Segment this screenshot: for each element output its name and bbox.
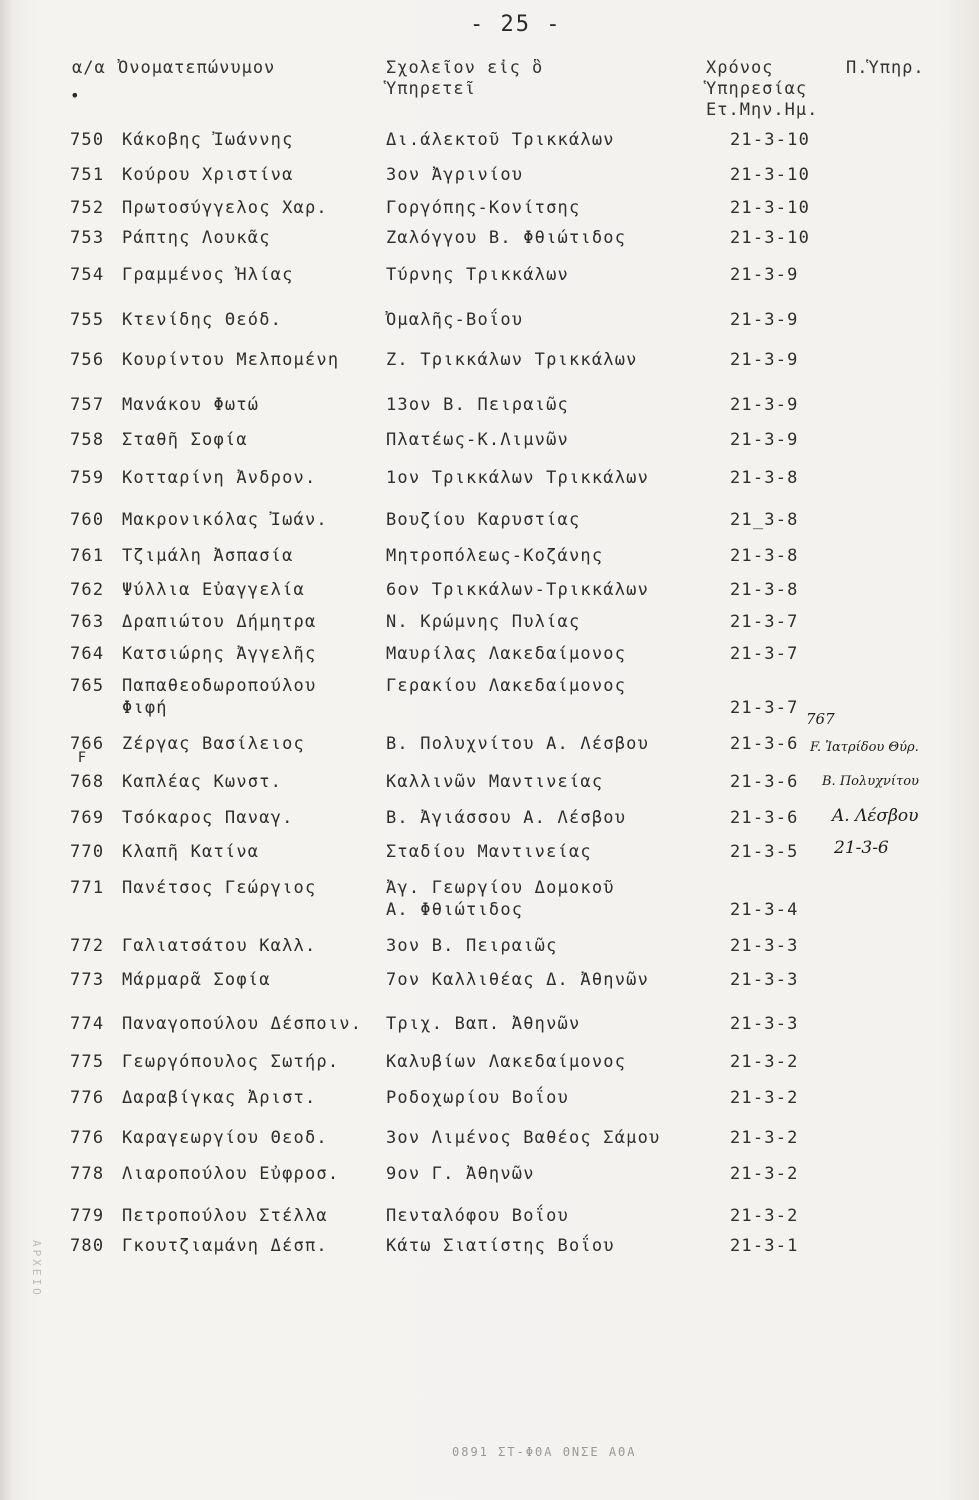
row-school: 1ον Τρικκάλων Τρικκάλων (386, 468, 650, 488)
row-service-time: 21-3-2 (730, 1164, 799, 1184)
row-number: 756 (70, 350, 105, 370)
row-number: 754 (70, 265, 105, 285)
row-service-time: 21-3-1 (730, 1236, 799, 1256)
row-school: Μαυρίλας Λακεδαίμονος (386, 644, 627, 664)
row-name: Καραγεωργίου Θεοδ. (122, 1128, 328, 1148)
row-number: 769 (70, 808, 105, 828)
row-number: 751 (70, 165, 105, 185)
row-name: Κλαπῆ Κατίνα (122, 842, 260, 862)
row-number: 758 (70, 430, 105, 450)
row-school: Βουζίου Καρυστίας (386, 510, 581, 530)
row-school: Δι.άλεκτοῦ Τρικκάλων (386, 130, 615, 150)
row-service-time: 21-3-10 (730, 165, 811, 185)
row-number: 776 (70, 1128, 105, 1148)
row-number: 753 (70, 228, 105, 248)
row-name: Σταθῆ Σοφία (122, 430, 248, 450)
row-name: Γεωργόπουλος Σωτήρ. (122, 1052, 340, 1072)
row-school: 7ον Καλλιθέας Δ. Ἀθηνῶν (386, 970, 650, 990)
row-school: Μητροπόλεως-Κοζάνης (386, 546, 604, 566)
row-name: Ψύλλια Εὐαγγελία (122, 580, 305, 600)
row-number: 778 (70, 1164, 105, 1184)
row-number: 752 (70, 198, 105, 218)
row-name: Κάκοβης Ἰωάννης (122, 130, 294, 150)
row-school-line2: Α. Φθιώτιδος (386, 900, 524, 920)
row-name: Γκουτζιαμάνη Δέσπ. (122, 1236, 328, 1256)
row-name: Τσόκαρος Παναγ. (122, 808, 294, 828)
row-service-time: 21-3-2 (730, 1128, 799, 1148)
row-service-time: 21-3-8 (730, 580, 799, 600)
row-number: 766 (70, 734, 105, 754)
row-school: 3ον Λιμένος Βαθέος Σάμου (386, 1128, 661, 1148)
handwritten-time: 21-3-6 (834, 838, 889, 858)
row-name: Δαραβίγκας Ἀριστ. (122, 1088, 317, 1108)
row-service-time: 21-3-4 (730, 900, 799, 920)
row-name: Τζιμάλη Ἀσπασία (122, 546, 294, 566)
row-name: Λιαροπούλου Εὐφροσ. (122, 1164, 340, 1184)
row-number: 774 (70, 1014, 105, 1034)
row-service-time: 21-3-2 (730, 1206, 799, 1226)
row-service-time: 21-3-10 (730, 228, 811, 248)
row-school: Γερακίου Λακεδαίμονος (386, 676, 627, 696)
row-service-time: 21-3-9 (730, 395, 799, 415)
row-service-time: 21-3-5 (730, 842, 799, 862)
row-school: Σταδίου Μαντινείας (386, 842, 592, 862)
row-name: Μάρμαρᾶ Σοφία (122, 970, 271, 990)
row-name: Κουρίντου Μελπομένη (122, 350, 340, 370)
row-school: 6ον Τρικκάλων-Τρικκάλων (386, 580, 650, 600)
row-school: Τύρνης Τρικκάλων (386, 265, 569, 285)
row-number: 764 (70, 644, 105, 664)
row-service-time: 21-3-7 (730, 698, 799, 718)
row-school: 9ον Γ. Ἀθηνῶν (386, 1164, 535, 1184)
row-service-time: 21-3-10 (730, 130, 811, 150)
row-school: Ἀγ. Γεωργίου Δομοκοῦ (386, 878, 615, 898)
row-number: 759 (70, 468, 105, 488)
row-name: Παναγοπούλου Δέσποιν. (122, 1014, 363, 1034)
header-prev-service: Π.Ὑπηρ. (846, 58, 925, 78)
handwritten-name: F. Ἰατρίδου Θύρ. (810, 740, 919, 755)
row-school: Ν. Κρώμνης Πυλίας (386, 612, 581, 632)
row-service-time: 21-3-10 (730, 198, 811, 218)
header-serial: α/α (72, 58, 106, 78)
header-name: Ὀνοματεπώνυμον (118, 58, 276, 78)
row-name-line2: Φιφή (122, 698, 168, 718)
row-number: 772 (70, 936, 105, 956)
row-service-time: 21-3-9 (730, 430, 799, 450)
row-school: Καλυβίων Λακεδαίμονος (386, 1052, 627, 1072)
row-number: 761 (70, 546, 105, 566)
row-name: Καπλέας Κωνστ. (122, 772, 283, 792)
row-service-time: 21-3-8 (730, 546, 799, 566)
row-number: 760 (70, 510, 105, 530)
row-school: 3ον Ἀγρινίου (386, 165, 524, 185)
row-name: Κτενίδης Θεόδ. (122, 310, 283, 330)
row-number: 750 (70, 130, 105, 150)
row-school: Καλλινῶν Μαντινείας (386, 772, 604, 792)
row-number: 771 (70, 878, 105, 898)
page-number: - 25 - (470, 12, 562, 37)
row-name: Ράπτης Λουκᾶς (122, 228, 271, 248)
header-bullet: • (70, 86, 80, 105)
row-name: Δραπιώτου Δήμητρα (122, 612, 317, 632)
row-number: 780 (70, 1236, 105, 1256)
row-service-time: 21-3-6 (730, 808, 799, 828)
row-service-time: 21-3-8 (730, 468, 799, 488)
row-service-time: 21-3-6 (730, 772, 799, 792)
handwritten-number: 767 (806, 710, 835, 728)
row-school: 13ον Β. Πειραιῶς (386, 395, 569, 415)
row-name: Γαλιατσάτου Καλλ. (122, 936, 317, 956)
row-school: Ζ. Τρικκάλων Τρικκάλων (386, 350, 638, 370)
row-number: 770 (70, 842, 105, 862)
row-name: Μανάκου Φωτώ (122, 395, 260, 415)
row-name: Πρωτοσύγγελος Χαρ. (122, 198, 328, 218)
header-years: Χρόνος Ὑπηρεσίας Ετ.Μην.Ημ. (706, 58, 819, 120)
row-service-time: 21-3-2 (730, 1088, 799, 1108)
footer-stamp: 0891 ΣΤ-ΦΘΑ ΘΝΣΕ ΑΘΑ (452, 1445, 637, 1459)
row-name: Γραμμένος Ἠλίας (122, 265, 294, 285)
handwritten-mark: F (78, 750, 87, 766)
handwritten-district: Α. Λέσβου (832, 806, 919, 826)
header-school: Σχολεῖον εἰς ὃ Ὑπηρετεῖ (386, 58, 544, 99)
row-service-time: 21-3-2 (730, 1052, 799, 1072)
row-school: 3ον Β. Πειραιῶς (386, 936, 558, 956)
row-number: 763 (70, 612, 105, 632)
handwritten-school: Β. Πολυχνίτου (822, 774, 919, 789)
row-service-time: 21-3-3 (730, 1014, 799, 1034)
row-number: 768 (70, 772, 105, 792)
row-school: Κάτω Σιατίστης Βοΐου (386, 1236, 615, 1256)
row-name: Πανέτσος Γεώργιος (122, 878, 317, 898)
row-school: Τριχ. Βαπ. Ἀθηνῶν (386, 1014, 581, 1034)
row-number: 775 (70, 1052, 105, 1072)
row-number: 762 (70, 580, 105, 600)
row-number: 757 (70, 395, 105, 415)
row-name: Κατσιώρης Ἀγγελῆς (122, 644, 317, 664)
row-school: Ὀμαλῆς-Βοΐου (386, 310, 524, 330)
edge-stamp: ΑΡΧΕΙΟ (30, 1240, 43, 1298)
row-school: Ζαλόγγου Β. Φθιώτιδος (386, 228, 627, 248)
row-number: 765 (70, 676, 105, 696)
row-service-time: 21-3-6 (730, 734, 799, 754)
row-service-time: 21-3-3 (730, 970, 799, 990)
row-service-time: 21-3-9 (730, 350, 799, 370)
row-name: Παπαθεοδωροπούλου (122, 676, 317, 696)
row-school: Πενταλόφου Βοΐου (386, 1206, 569, 1226)
row-school: Β. Πολυχνίτου Α. Λέσβου (386, 734, 650, 754)
row-service-time: 21-3-9 (730, 310, 799, 330)
row-service-time: 21-3-7 (730, 644, 799, 664)
row-name: Κούρου Χριστίνα (122, 165, 294, 185)
row-name: Ζέργας Βασίλειος (122, 734, 305, 754)
row-service-time: 21-3-9 (730, 265, 799, 285)
row-school: Β. Ἀγιάσσου Α. Λέσβου (386, 808, 627, 828)
row-school: Γοργόπης-Κονίτσης (386, 198, 581, 218)
row-number: 779 (70, 1206, 105, 1226)
row-name: Κοτταρίνη Ἀνδρον. (122, 468, 317, 488)
row-number: 773 (70, 970, 105, 990)
row-number: 755 (70, 310, 105, 330)
row-name: Πετροπούλου Στέλλα (122, 1206, 328, 1226)
row-service-time: 21-3-3 (730, 936, 799, 956)
row-service-time: 21_3-8 (730, 510, 799, 530)
row-service-time: 21-3-7 (730, 612, 799, 632)
row-number: 776 (70, 1088, 105, 1108)
row-school: Πλατέως-Κ.Λιμνῶν (386, 430, 569, 450)
row-name: Μακρονικόλας Ἰωάν. (122, 510, 328, 530)
row-school: Ροδοχωρίου Βοΐου (386, 1088, 569, 1108)
